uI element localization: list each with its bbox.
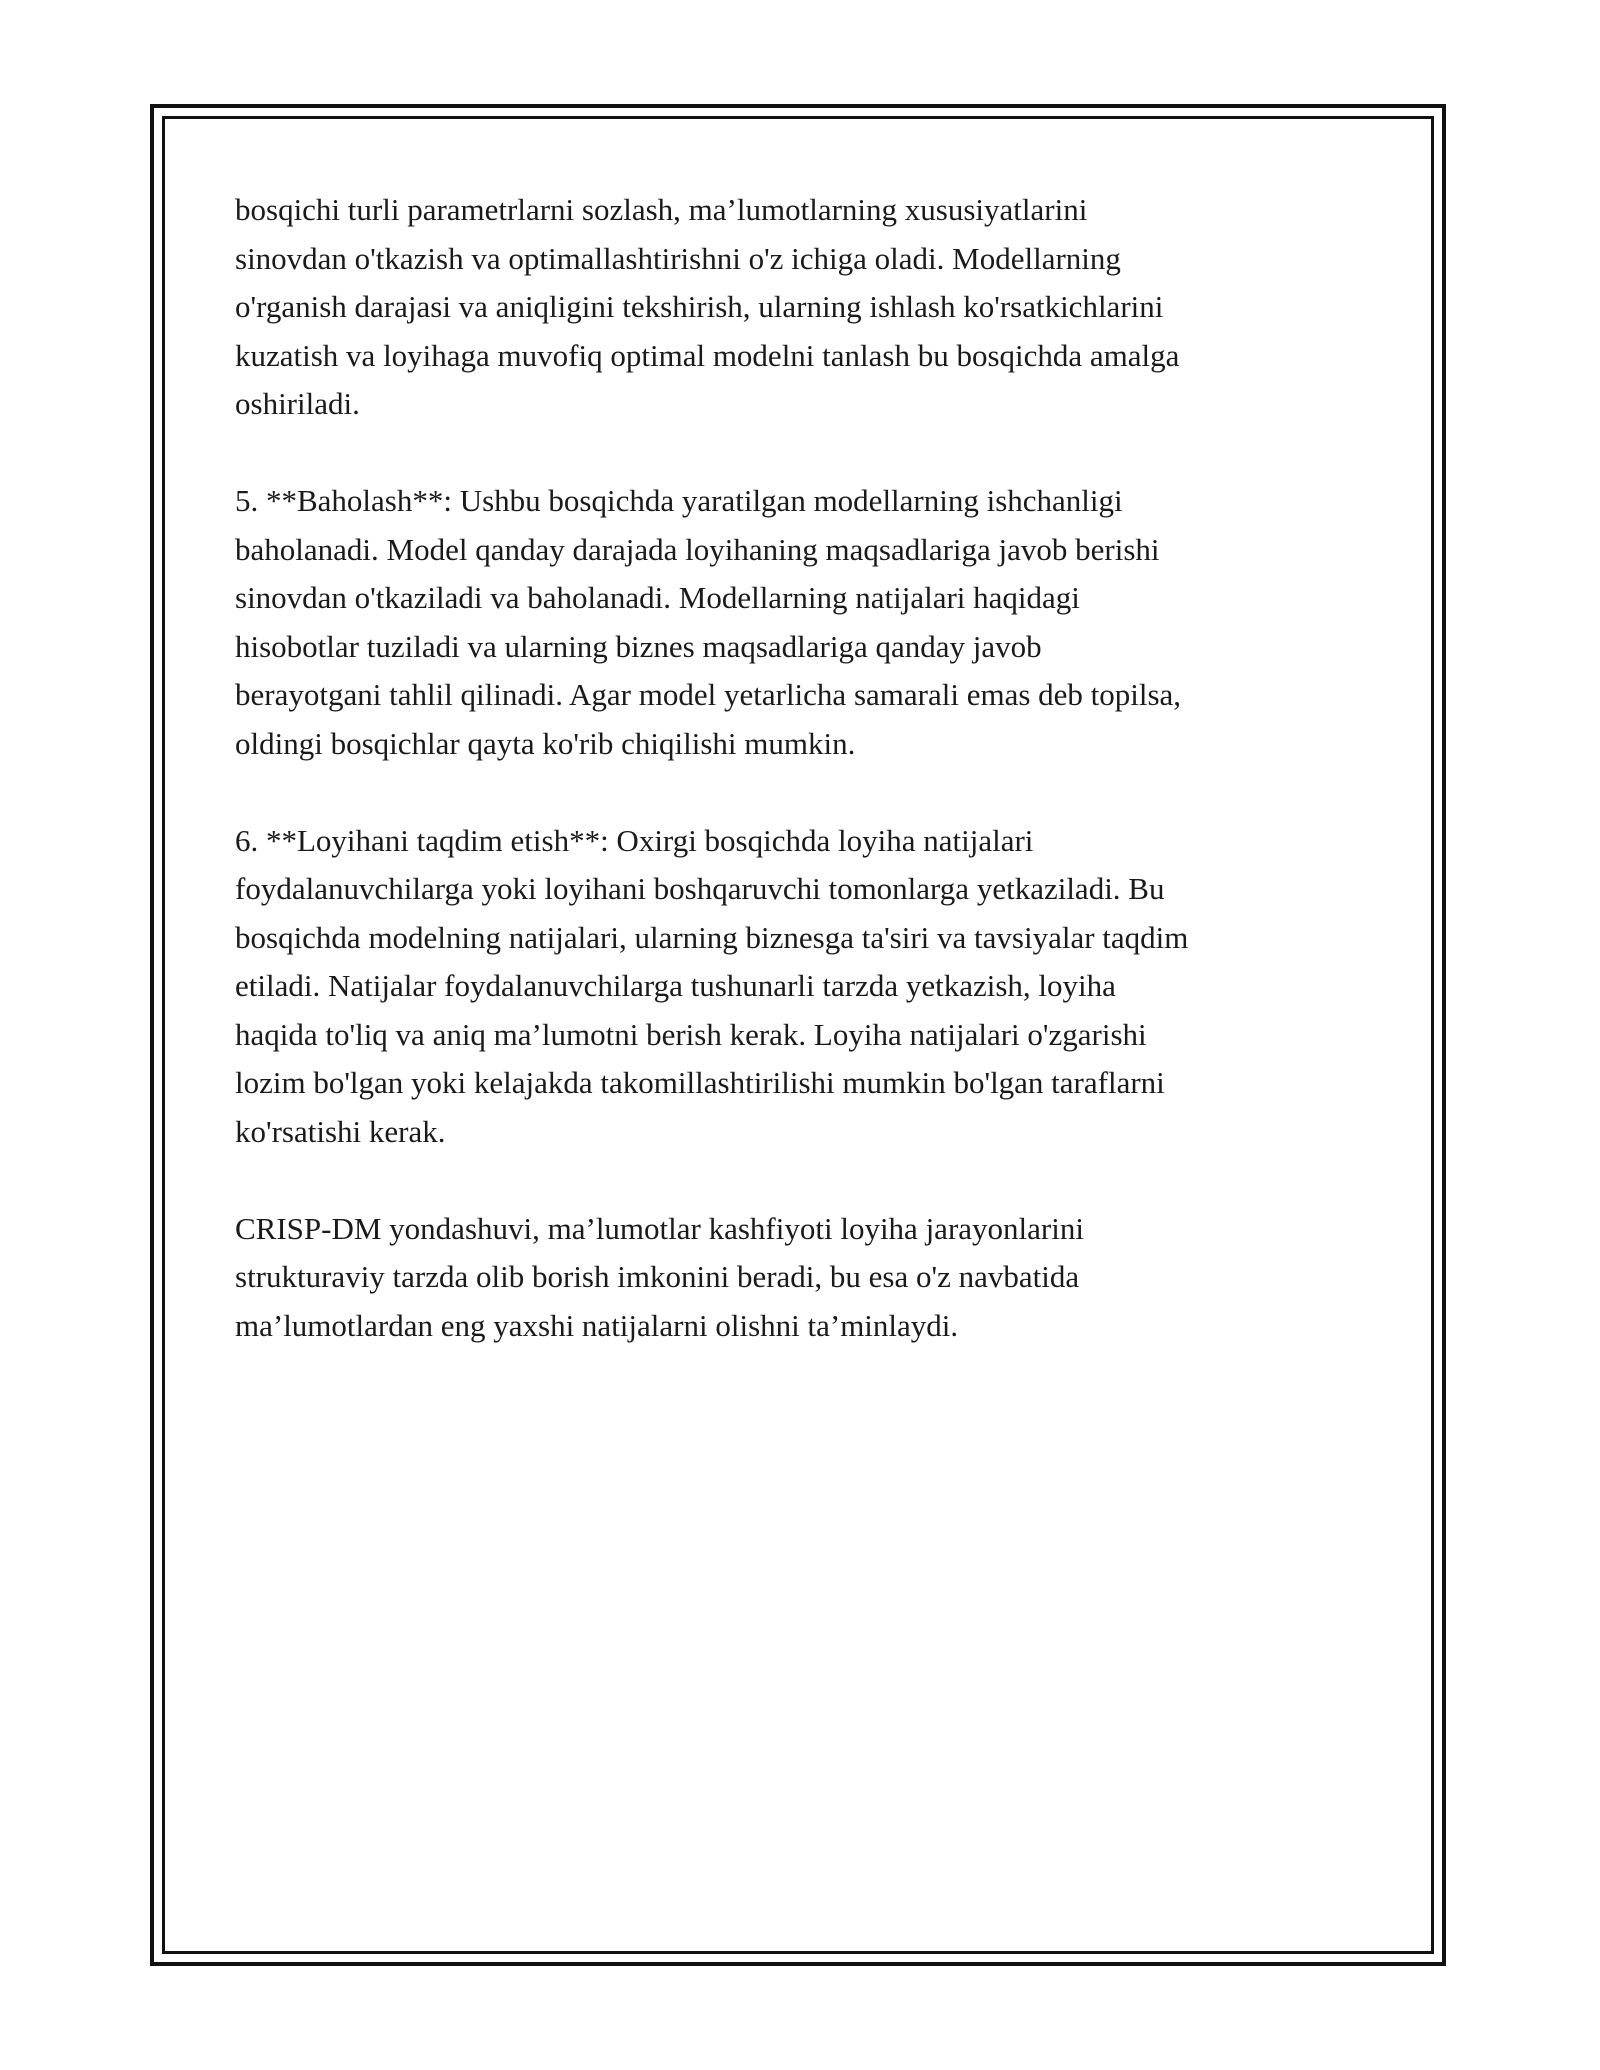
document-body	[235, 186, 1375, 1399]
paragraph-modeling-continuation: bosqichi turli parametrlarni sozlash, ma’lumotlarning xususiyatlarini sinovdan o'tkazish va optimallashtirishni o'z ichiga oladi. Modellarning o'rganish darajasi va aniqligini tekshirish, ularning ishlash ko'rsatkichlarini kuzatish va loyihaga muvofiq optimal modelni tanlash bu bosqichda amalga oshiriladi.	[235, 192, 1180, 421]
paragraph-evaluation: 5. **Baholash**: Ushbu bosqichda yaratilgan modellarning ishchanligi baholanadi. Model qanday darajada loyihaning maqsadlariga javob berishi sinovdan o'tkaziladi va baholanadi. Modellarning natijalari haqidagi hisobotlar tuziladi va ularning biznes maqsadlariga qanday javob berayotgani tahlil qilinadi. Agar model yetarlicha samarali emas deb topilsa, oldingi bosqichlar qayta ko'rib chiqilishi mumkin.	[235, 483, 1182, 761]
paragraph-conclusion: CRISP-DM yondashuvi, ma’lumotlar kashfiyoti loyiha jarayonlarini strukturaviy tarzda olib borish imkonini beradi, bu esa o'z navbatida ma’lumotlardan eng yaxshi natijalarni olishni ta’minlaydi.	[235, 1210, 1084, 1343]
paragraph-deployment: 6. **Loyihani taqdim etish**: Oxirgi bosqichda loyiha natijalari foydalanuvchilarga yoki loyihani boshqaruvchi tomonlarga yetkaziladi. Bu bosqichda modelning natijalari, ularning biznesga ta'siri va tavsiyalar taqdim etiladi. Natijalar foydalanuvchilarga tushunarli tarzda yetkazish, loyiha haqida to'liq va aniq ma’lumotni berish kerak. Loyiha natijalari o'zgarishi lozim bo'lgan yoki kelajakda takomillashtirilishi mumkin bo'lgan taraflarni ko'rsatishi kerak.	[235, 822, 1189, 1149]
